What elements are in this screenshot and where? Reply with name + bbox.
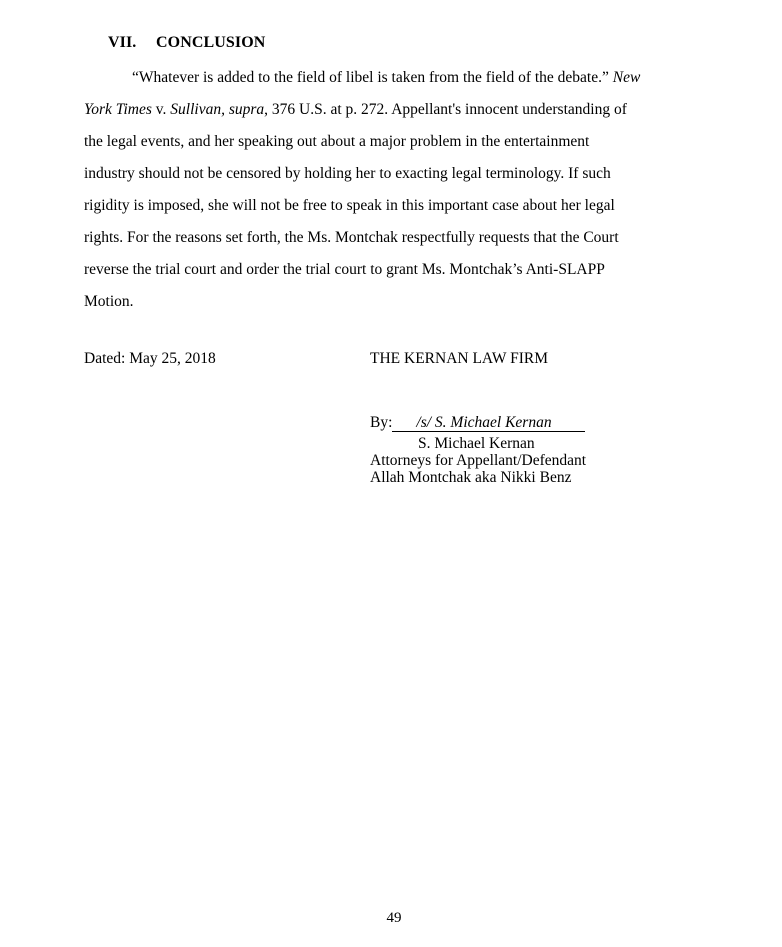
attorney-role: Attorneys for Appellant/Defendant <box>370 452 587 469</box>
quote-text: “Whatever is added to the field of libel is taken from the field of the debate.” <box>132 69 613 86</box>
versus-text: v. <box>151 101 171 118</box>
citation-text: , 376 U.S. at p. 272. Appellant's innocent understanding of <box>264 101 627 118</box>
paragraph-line-2 <box>84 94 704 126</box>
page-number: 49 <box>386 910 402 926</box>
paragraph-line-3: the legal events, and her speaking out about a major problem in the entertainment <box>84 133 590 150</box>
section-number: VII. <box>108 34 137 51</box>
paragraph-line-7: reverse the trial court and order the trial court to grant Ms. Montchak’s Anti-SLAPP <box>84 261 605 278</box>
signer-name: S. Michael Kernan <box>418 435 535 452</box>
by-label: By: <box>370 414 393 431</box>
paragraph-line-4: industry should not be censored by holding her to exacting legal terminology. If such <box>84 165 611 182</box>
paragraph-line-8: Motion. <box>84 293 134 310</box>
case-name-italic: New <box>612 69 641 86</box>
firm-name: THE KERNAN LAW FIRM <box>370 350 549 367</box>
case-name-italic: York Times <box>84 101 152 118</box>
paragraph-line-6: rights. For the reasons set forth, the Ms. Montchak respectfully requests that the Court <box>84 229 619 246</box>
section-title: CONCLUSION <box>156 34 266 51</box>
paragraph-line-1 <box>84 62 704 94</box>
conclusion-paragraph <box>84 62 704 318</box>
electronic-signature: /s/ S. Michael Kernan <box>392 415 584 432</box>
case-name-italic: Sullivan, supra <box>170 101 265 118</box>
section-heading <box>108 34 265 52</box>
signature-line <box>370 414 586 432</box>
paragraph-line-5: rigidity is imposed, she will not be free to speak in this important case about her legal <box>84 197 615 214</box>
client-name: Allah Montchak aka Nikki Benz <box>370 469 572 486</box>
signature-block <box>370 414 586 486</box>
dated-line: Dated: May 25, 2018 <box>84 350 216 367</box>
